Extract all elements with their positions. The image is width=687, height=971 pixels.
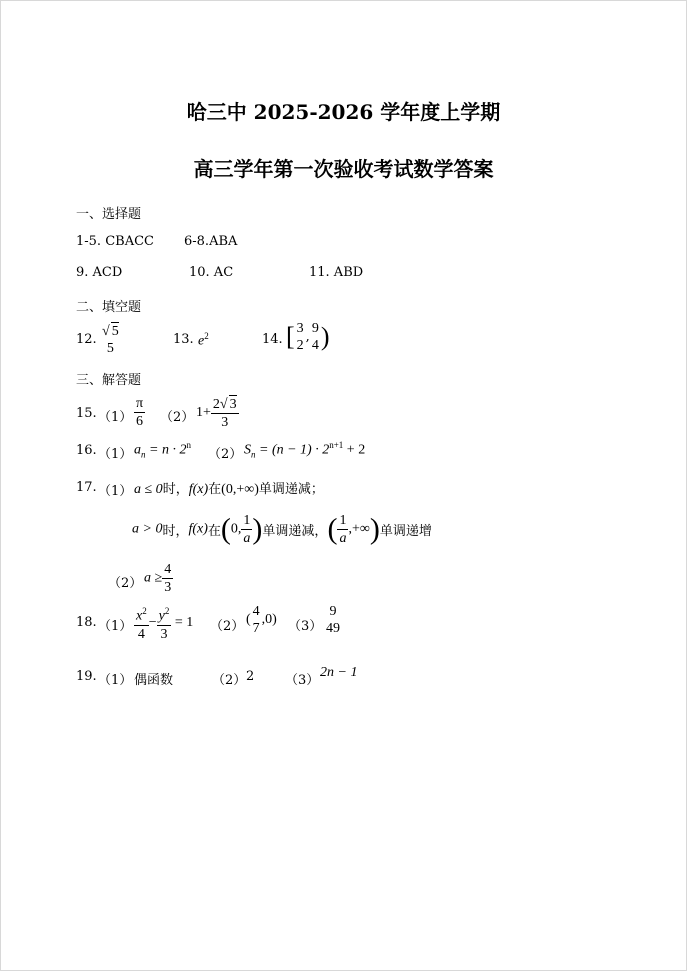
q15-part1-label: （1） [98, 410, 133, 425]
q18-part3-label: （3） [288, 619, 323, 634]
q19-part1-label: （1） [98, 673, 133, 688]
fill-14-label: 14. [262, 332, 283, 347]
choice-1-5: 1-5. CBACC [76, 234, 154, 249]
choice-6-8: 6-8.ABA [184, 234, 238, 249]
q17-part2-label: （2） [108, 576, 143, 591]
q16-part2-label: （2） [208, 447, 243, 462]
page-subtitle: 高三学年第一次验收考试数学答案 [193, 157, 494, 181]
section-solve: 三、解答题 [76, 373, 142, 388]
q19-part3-answer: 2n − 1 [320, 665, 358, 680]
fill-13-label: 13. [173, 332, 194, 347]
q15-part2-answer: 1+ $\frac{2√ 3}{3}$ [196, 397, 237, 430]
q16-label: 16. [76, 443, 97, 458]
q18-part2-label: （2） [210, 619, 245, 634]
fill-14-answer: [ 3 2 , 9 4 ) [286, 321, 330, 353]
q18-part2-answer: ( 4 7 ,0) [246, 604, 277, 636]
q19-part2-label: （2） [212, 673, 247, 688]
q18-label: 18. [76, 615, 97, 630]
section-fill: 二、填空题 [76, 300, 142, 315]
q18-part1-answer: $\frac{x^2}{4}$ − $\frac{y^2}{3}$ = 1 [136, 606, 194, 642]
q15-part2-label: （2） [160, 410, 195, 425]
q16-part1-label: （1） [98, 447, 133, 462]
q17-part1-label: （1） [98, 484, 133, 499]
q15-label: 15. [76, 406, 97, 421]
q18-part1-label: （1） [98, 619, 133, 634]
q18-part3-answer: 9 49 [326, 604, 340, 636]
fill-12-answer [100, 322, 121, 357]
page-title: 哈三中 2025-2026 学年度上学期 [186, 100, 501, 124]
q16-part2-answer: $S_n = (n - 1) \cdot 2^{n+1} + 2$ [244, 440, 366, 460]
choice-10: 10. AC [189, 265, 234, 280]
q19-part1-answer: 偶函数 [134, 673, 174, 688]
q17-part2-answer: a ≥ $\frac{4}{3}$ [144, 562, 172, 595]
q15-part1-answer: $\frac{\pi}{6}$ [136, 396, 144, 429]
q17-label: 17. [76, 480, 97, 495]
q16-part1-answer: $a_n = n \cdot 2^n$ [134, 440, 191, 460]
q19-part2-answer: 2 [246, 669, 255, 684]
q17-case2: a > 0时，f(x)在(0, $\frac{1}{a}$ )单调递减，( $\frac{1}{a}$ ,+∞)单调递增 [132, 512, 432, 546]
choice-9: 9. ACD [76, 265, 123, 280]
section-choice: 一、选择题 [76, 207, 142, 222]
fill-13-answer: $e^2$ [198, 331, 209, 349]
q19-part3-label: （3） [285, 673, 320, 688]
sqrt5-over-5: √ 5 5 [102, 324, 119, 356]
q19-label: 19. [76, 669, 97, 684]
fill-12-label: 12. [76, 332, 97, 347]
choice-11: 11. ABD [309, 265, 364, 280]
q17-case1: a ≤ 0时，f(x)在(0,+∞)单调递减； [134, 482, 324, 497]
